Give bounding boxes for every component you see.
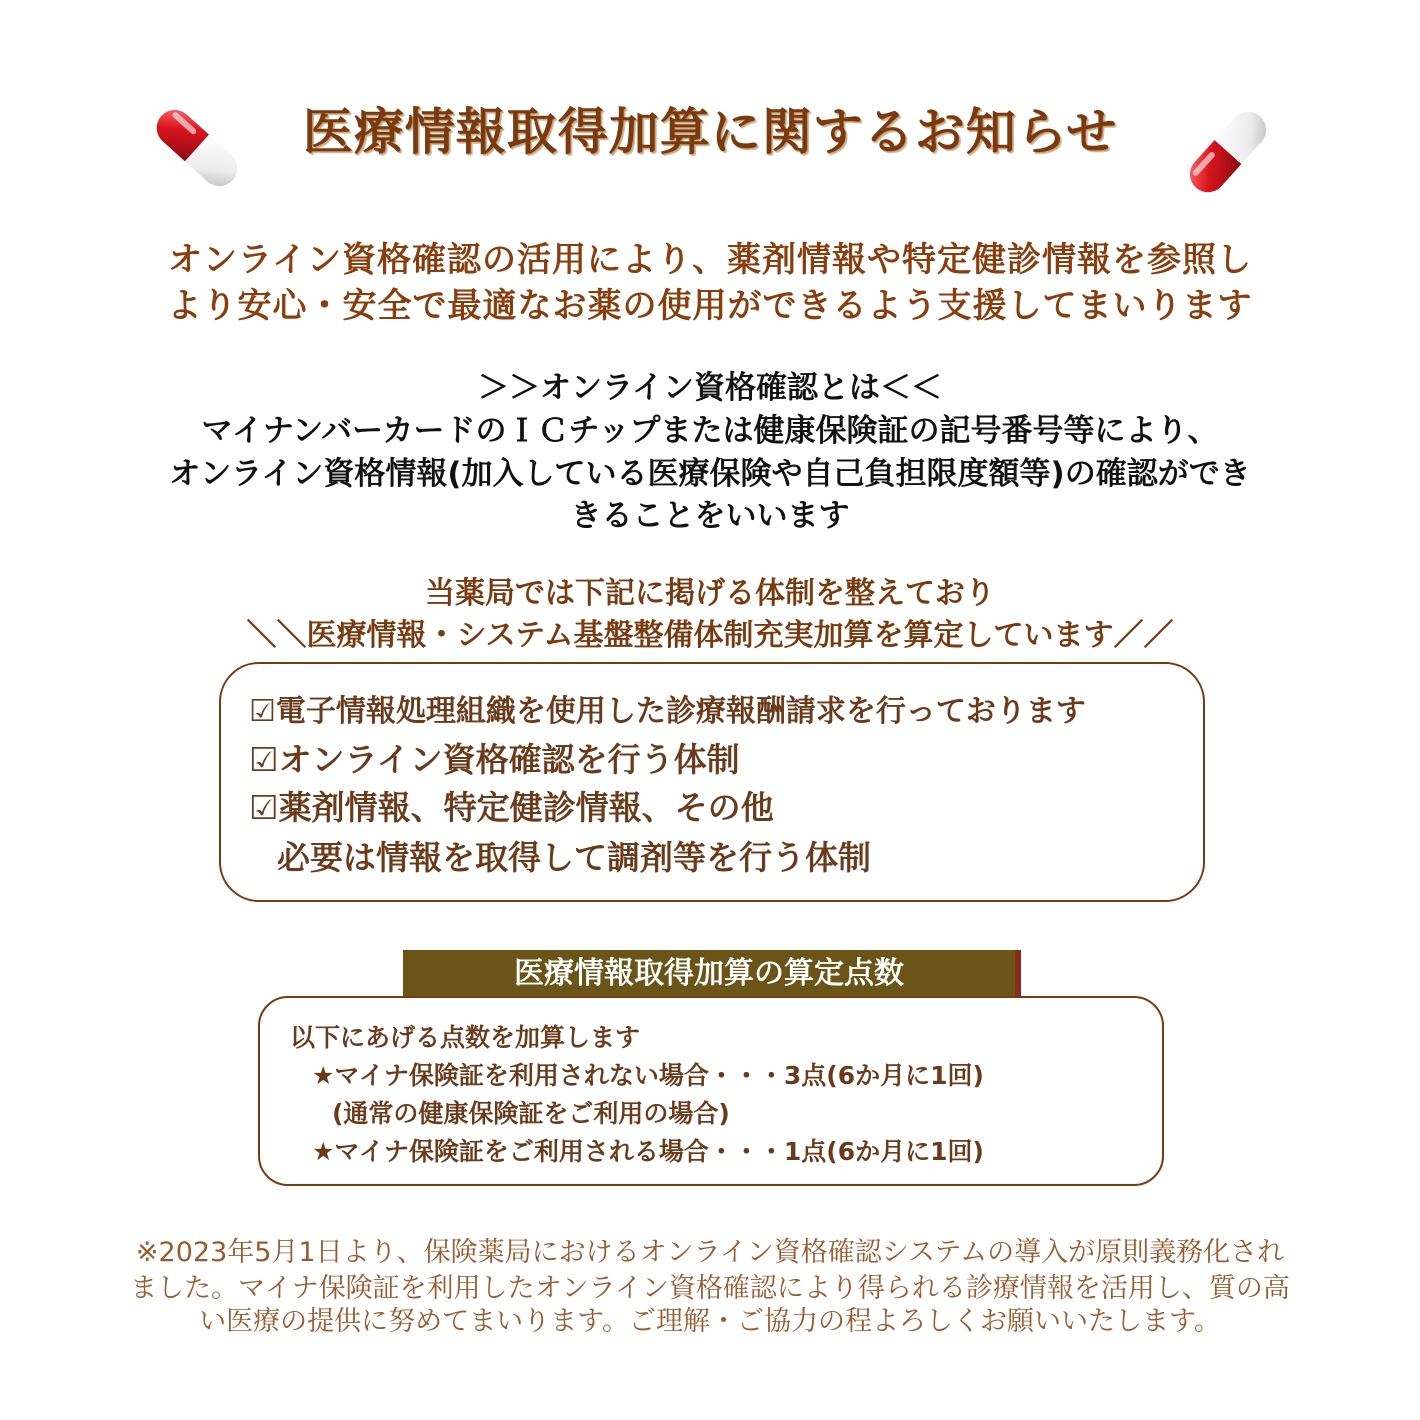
checkbox-icon: ☑ <box>249 694 276 729</box>
checklist-box <box>219 662 1205 902</box>
checkbox-icon: ☑ <box>249 788 279 827</box>
points-line-1: ★マイナ保険証を利用されない場合・・・3点(6か月に1回) <box>312 1061 984 1090</box>
checklist-item: ☑電子情報処理組織を使用した診療報酬請求を行っております <box>249 694 1086 729</box>
checklist-item: ☑薬剤情報、特定健診情報、その他 <box>249 788 774 827</box>
intro-line-1: オンライン資格確認の活用により、薬剤情報や特定健診情報を参照し <box>168 240 1252 280</box>
note-line-2: ました。マイナ保険証を利用したオンライン資格確認により得られる診療情報を活用し、質の高 <box>130 1273 1290 1304</box>
points-line-3: ★マイナ保険証をご利用される場合・・・1点(6か月に1回) <box>312 1137 984 1166</box>
system-line-2: ＼＼医療情報・システム基盤整備体制充実加算を算定しています／／ <box>246 618 1174 653</box>
system-line-1: 当薬局では下記に掲げる体制を整えており <box>425 576 995 611</box>
about-heading: ＞＞オンライン資格確認とは＜＜ <box>477 370 943 406</box>
page-title: 医療情報取得加算に関するお知らせ <box>302 103 1118 161</box>
intro-line-2: より安心・安全で最適なお薬の使用ができるよう支援してまいります <box>167 286 1253 326</box>
points-banner: 医療情報取得加算の算定点数 <box>403 950 1021 998</box>
points-line-2: (通常の健康保険証をご利用の場合) <box>332 1099 730 1128</box>
note-line-1: ※2023年5月1日より、保険薬局におけるオンライン資格確認システムの導入が原則義務化され <box>135 1237 1285 1268</box>
points-intro: 以下にあげる点数を加算します <box>290 1023 641 1052</box>
note-line-3: い医療の提供に努めてまいります。ご理解・ご協力の程よろしくお願いいたします。 <box>199 1306 1221 1337</box>
points-box <box>258 996 1164 1186</box>
about-line-1: マイナンバーカードのＩＣチップまたは健康保険証の記号番号等により、 <box>201 413 1219 449</box>
about-line-2: オンライン資格情報(加入している医療保険や自己負担限度額等)の確認ができ <box>169 456 1251 492</box>
checklist-item: ☑オンライン資格確認を行う体制 <box>249 740 740 779</box>
checklist-item-continuation: 必要は情報を取得して調剤等を行う体制 <box>277 838 871 877</box>
checkbox-icon: ☑ <box>249 740 279 779</box>
about-line-3: きることをいいます <box>570 498 850 534</box>
